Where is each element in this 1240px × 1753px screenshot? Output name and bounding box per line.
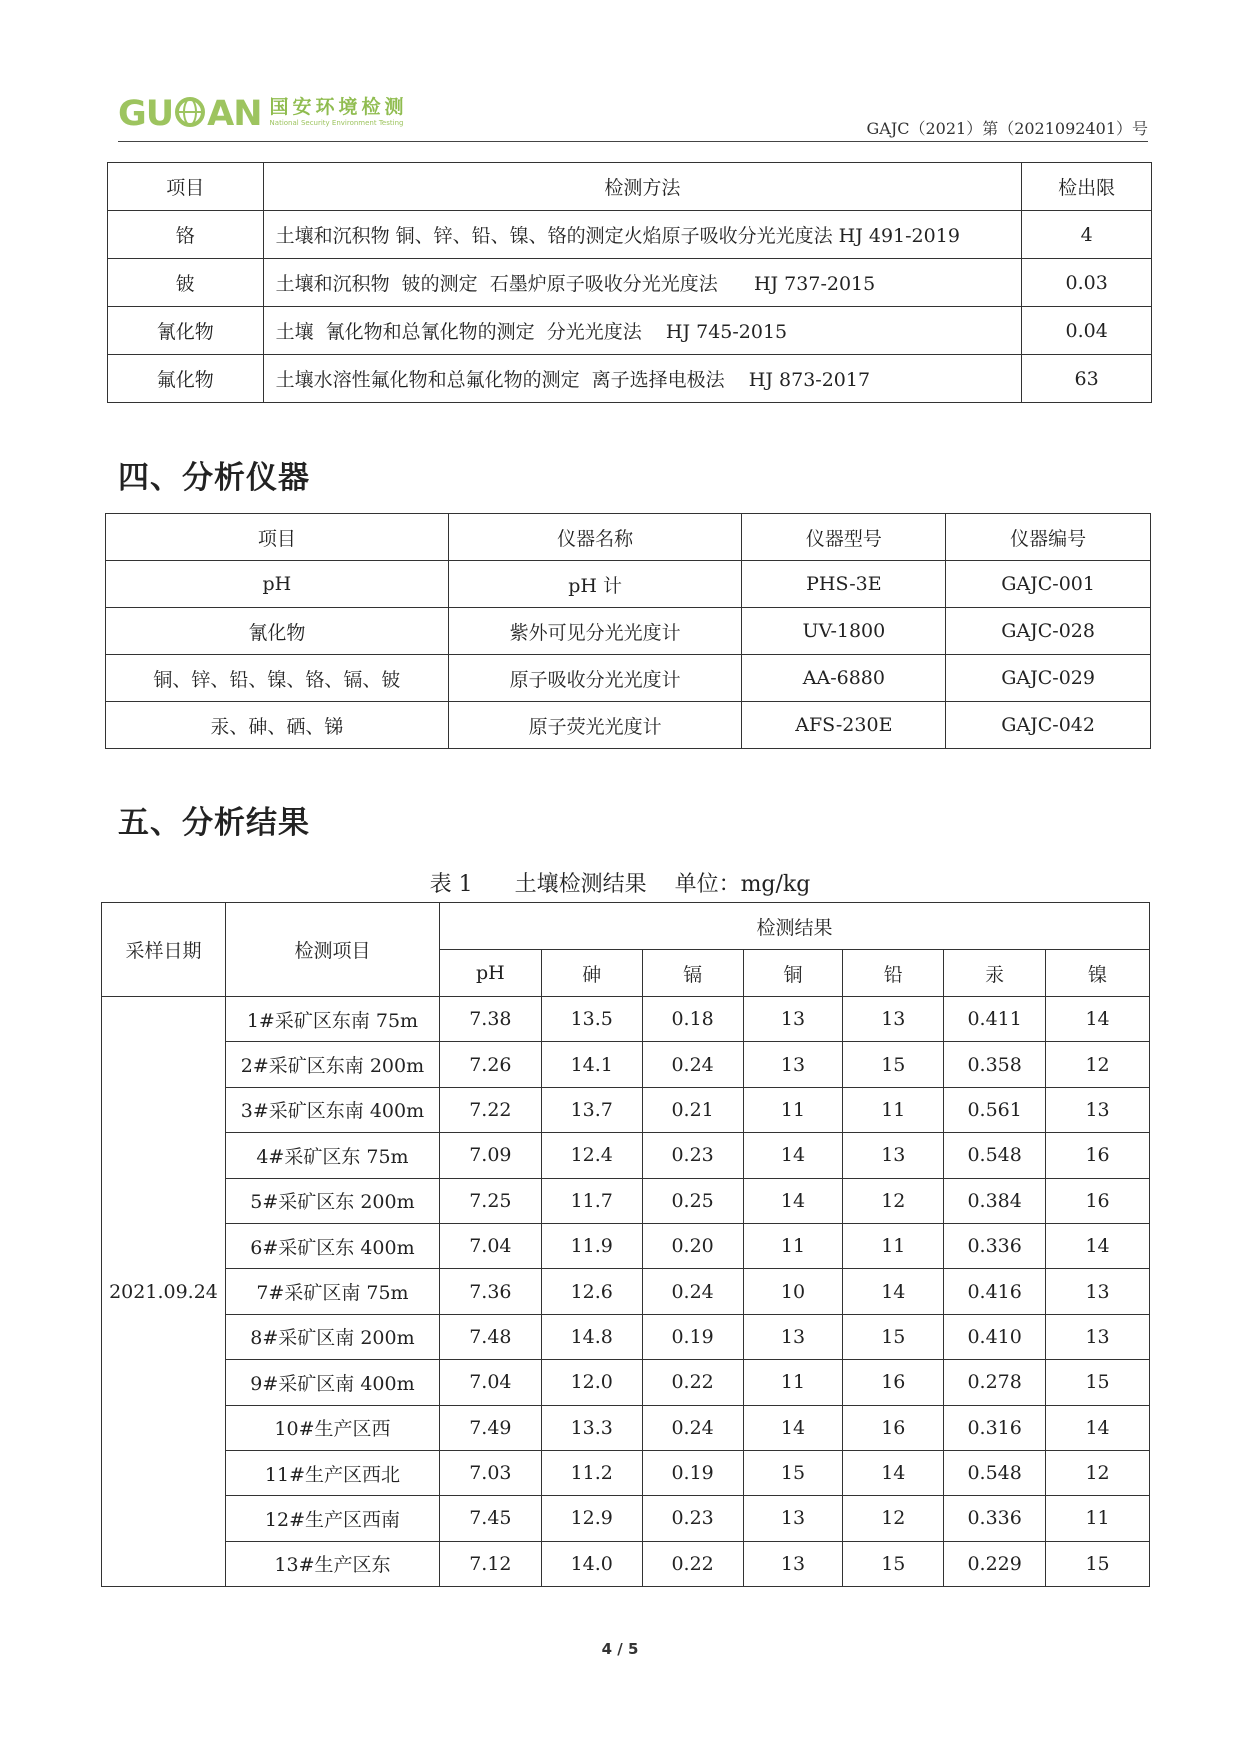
instrument-name-cell: 紫外可见分光光度计: [448, 608, 742, 655]
value-cell: 14: [843, 1269, 944, 1314]
logo-text: [270, 96, 408, 128]
model-cell: UV-1800: [742, 608, 946, 655]
value-cell: 0.23: [642, 1496, 743, 1541]
param-header: 汞: [944, 950, 1046, 997]
logo-mark: [118, 96, 262, 132]
value-cell: 12.0: [541, 1360, 642, 1405]
value-cell: 11: [1046, 1496, 1150, 1541]
value-cell: 0.548: [944, 1133, 1046, 1178]
value-cell: 11: [743, 1223, 843, 1268]
param-header: pH: [439, 950, 541, 997]
table-row: [102, 1496, 1150, 1541]
site-cell: 12#生产区西南: [225, 1496, 439, 1541]
value-cell: 7.36: [439, 1269, 541, 1314]
value-cell: 0.21: [642, 1087, 743, 1132]
value-cell: 0.561: [944, 1087, 1046, 1132]
value-cell: 13: [743, 1541, 843, 1586]
table-row: [102, 1087, 1150, 1132]
logo-chinese-name: 国安环境检测: [269, 96, 408, 118]
value-cell: 14: [1046, 1405, 1150, 1450]
value-cell: 7.45: [439, 1496, 541, 1541]
header-divider: [118, 141, 1148, 142]
site-cell: 5#采矿区东 200m: [225, 1178, 439, 1223]
item-header: 检测项目: [225, 903, 439, 997]
item-cell: 铜、锌、铅、镍、铬、镉、铍: [106, 655, 449, 702]
value-cell: 16: [843, 1360, 944, 1405]
results-table: [101, 902, 1150, 1587]
value-cell: 11.7: [541, 1178, 642, 1223]
page-header: [118, 96, 1148, 146]
site-cell: 7#采矿区南 75m: [225, 1269, 439, 1314]
table-row: [106, 608, 1151, 655]
table-row: [108, 211, 1152, 259]
value-cell: 10: [743, 1269, 843, 1314]
value-cell: 12: [1046, 1450, 1150, 1495]
table-row: [106, 702, 1151, 749]
value-cell: 11: [843, 1087, 944, 1132]
table-row: [102, 1223, 1150, 1268]
instrument-name-cell: 原子吸收分光光度计: [448, 655, 742, 702]
value-cell: 7.04: [439, 1360, 541, 1405]
table-header-row: [108, 163, 1152, 211]
value-cell: 12: [843, 1496, 944, 1541]
results-body: [102, 997, 1150, 1587]
section-heading-results: 五、分析结果: [118, 805, 310, 841]
table-row: [102, 1360, 1150, 1405]
value-cell: 15: [843, 1042, 944, 1087]
table-row: [108, 259, 1152, 307]
value-cell: 11.2: [541, 1450, 642, 1495]
logo-english-name: National Security Environment Testing: [269, 119, 404, 127]
table-row: [102, 1405, 1150, 1450]
logo-letter: G: [118, 94, 146, 134]
value-cell: 7.49: [439, 1405, 541, 1450]
code-cell: GAJC-001: [946, 561, 1151, 608]
value-cell: 7.09: [439, 1133, 541, 1178]
results-header: 检测结果: [439, 903, 1149, 950]
value-cell: 14.1: [541, 1042, 642, 1087]
item-cell: 氰化物: [108, 307, 264, 355]
code-cell: GAJC-042: [946, 702, 1151, 749]
header-cell: 仪器型号: [742, 514, 946, 561]
value-cell: 7.04: [439, 1223, 541, 1268]
item-cell: 汞、砷、硒、锑: [106, 702, 449, 749]
value-cell: 0.410: [944, 1314, 1046, 1359]
value-cell: 0.19: [642, 1314, 743, 1359]
header-cell: 检出限: [1022, 163, 1152, 211]
value-cell: 14: [1046, 1223, 1150, 1268]
item-cell: pH: [106, 561, 449, 608]
table-header-row: [106, 514, 1151, 561]
table-row: [102, 1314, 1150, 1359]
value-cell: 7.12: [439, 1541, 541, 1586]
table-row: [106, 655, 1151, 702]
value-cell: 14: [743, 1133, 843, 1178]
value-cell: 14.0: [541, 1541, 642, 1586]
value-cell: 13: [843, 997, 944, 1042]
value-cell: 0.22: [642, 1360, 743, 1405]
value-cell: 13.7: [541, 1087, 642, 1132]
method-cell: 土壤水溶性氟化物和总氟化物的测定 离子选择电极法 HJ 873-2017: [263, 355, 1022, 403]
value-cell: 16: [1046, 1178, 1150, 1223]
value-cell: 16: [843, 1405, 944, 1450]
header-cell: 检测方法: [263, 163, 1022, 211]
instrument-name-cell: pH 计: [448, 561, 742, 608]
value-cell: 0.23: [642, 1133, 743, 1178]
table-header-row: [102, 903, 1150, 950]
page-number: 4 / 5: [601, 1640, 639, 1658]
value-cell: 13: [743, 997, 843, 1042]
value-cell: 14: [843, 1450, 944, 1495]
code-cell: GAJC-028: [946, 608, 1151, 655]
methods-table: [107, 162, 1152, 403]
value-cell: 11: [743, 1360, 843, 1405]
site-cell: 3#采矿区东南 400m: [225, 1087, 439, 1132]
value-cell: 12: [843, 1178, 944, 1223]
item-cell: 铍: [108, 259, 264, 307]
value-cell: 13: [1046, 1269, 1150, 1314]
method-cell: 土壤 氰化物和总氰化物的测定 分光光度法 HJ 745-2015: [263, 307, 1022, 355]
site-cell: 9#采矿区南 400m: [225, 1360, 439, 1405]
method-cell: 土壤和沉积物 铍的测定 石墨炉原子吸收分光光度法 HJ 737-2015: [263, 259, 1022, 307]
value-cell: 13.5: [541, 997, 642, 1042]
site-cell: 6#采矿区东 400m: [225, 1223, 439, 1268]
value-cell: 13: [743, 1314, 843, 1359]
value-cell: 15: [1046, 1541, 1150, 1586]
param-header: 镍: [1046, 950, 1150, 997]
table-row: [108, 307, 1152, 355]
value-cell: 7.38: [439, 997, 541, 1042]
value-cell: 14: [1046, 997, 1150, 1042]
value-cell: 0.411: [944, 997, 1046, 1042]
site-cell: 11#生产区西北: [225, 1450, 439, 1495]
value-cell: 14: [743, 1405, 843, 1450]
value-cell: 0.336: [944, 1223, 1046, 1268]
value-cell: 7.22: [439, 1087, 541, 1132]
value-cell: 14.8: [541, 1314, 642, 1359]
value-cell: 0.20: [642, 1223, 743, 1268]
table-row: [102, 1269, 1150, 1314]
value-cell: 0.358: [944, 1042, 1046, 1087]
value-cell: 0.278: [944, 1360, 1046, 1405]
param-header: 铜: [743, 950, 843, 997]
value-cell: 13.3: [541, 1405, 642, 1450]
value-cell: 0.18: [642, 997, 743, 1042]
param-header: 铅: [843, 950, 944, 997]
limit-cell: 0.03: [1022, 259, 1152, 307]
code-cell: GAJC-029: [946, 655, 1151, 702]
param-header: 镉: [642, 950, 743, 997]
value-cell: 0.24: [642, 1269, 743, 1314]
table-row: [102, 1178, 1150, 1223]
value-cell: 7.03: [439, 1450, 541, 1495]
instruments-table: [105, 513, 1151, 749]
value-cell: 13: [843, 1133, 944, 1178]
site-cell: 2#采矿区东南 200m: [225, 1042, 439, 1087]
value-cell: 16: [1046, 1133, 1150, 1178]
value-cell: 12.6: [541, 1269, 642, 1314]
header-cell: 项目: [106, 514, 449, 561]
value-cell: 12.9: [541, 1496, 642, 1541]
value-cell: 15: [743, 1450, 843, 1495]
item-cell: 氰化物: [106, 608, 449, 655]
header-cell: 仪器编号: [946, 514, 1151, 561]
value-cell: 12: [1046, 1042, 1150, 1087]
value-cell: 15: [843, 1541, 944, 1586]
value-cell: 15: [843, 1314, 944, 1359]
value-cell: 14: [743, 1178, 843, 1223]
value-cell: 7.25: [439, 1178, 541, 1223]
value-cell: 0.548: [944, 1450, 1046, 1495]
value-cell: 7.26: [439, 1042, 541, 1087]
site-cell: 8#采矿区南 200m: [225, 1314, 439, 1359]
model-cell: AA-6880: [742, 655, 946, 702]
site-cell: 1#采矿区东南 75m: [225, 997, 439, 1042]
param-header: 砷: [541, 950, 642, 997]
value-cell: 13: [1046, 1087, 1150, 1132]
value-cell: 0.19: [642, 1450, 743, 1495]
table-row: [102, 1450, 1150, 1495]
table-caption: 表 1 土壤检测结果 单位：mg/kg: [429, 872, 811, 897]
value-cell: 0.416: [944, 1269, 1046, 1314]
method-cell: 土壤和沉积物 铜、锌、铅、镍、铬的测定火焰原子吸收分光光度法 HJ 491-2019: [263, 211, 1022, 259]
value-cell: 0.229: [944, 1541, 1046, 1586]
value-cell: 0.336: [944, 1496, 1046, 1541]
value-cell: 0.24: [642, 1042, 743, 1087]
section-heading-instruments: 四、分析仪器: [118, 460, 310, 496]
limit-cell: 63: [1022, 355, 1152, 403]
value-cell: 0.25: [642, 1178, 743, 1223]
value-cell: 0.316: [944, 1405, 1046, 1450]
table-row: [102, 997, 1150, 1042]
logo-letter: A: [207, 94, 234, 134]
value-cell: 0.24: [642, 1405, 743, 1450]
table-row: [102, 1541, 1150, 1586]
site-cell: 10#生产区西: [225, 1405, 439, 1450]
limit-cell: 4: [1022, 211, 1152, 259]
value-cell: 12.4: [541, 1133, 642, 1178]
site-cell: 13#生产区东: [225, 1541, 439, 1586]
document-number: GAJC（2021）第（2021092401）号: [866, 119, 1148, 138]
value-cell: 11.9: [541, 1223, 642, 1268]
value-cell: 11: [843, 1223, 944, 1268]
model-cell: AFS-230E: [742, 702, 946, 749]
table-row: [102, 1042, 1150, 1087]
item-cell: 铬: [108, 211, 264, 259]
instrument-name-cell: 原子荧光光度计: [448, 702, 742, 749]
globe-icon: [175, 97, 205, 131]
value-cell: 13: [743, 1042, 843, 1087]
value-cell: 13: [1046, 1314, 1150, 1359]
item-cell: 氟化物: [108, 355, 264, 403]
limit-cell: 0.04: [1022, 307, 1152, 355]
value-cell: 0.22: [642, 1541, 743, 1586]
date-header: 采样日期: [102, 903, 226, 997]
value-cell: 0.384: [944, 1178, 1046, 1223]
header-cell: 项目: [108, 163, 264, 211]
model-cell: PHS-3E: [742, 561, 946, 608]
logo-letter: U: [145, 94, 174, 134]
value-cell: 13: [743, 1496, 843, 1541]
table-row: [102, 1133, 1150, 1178]
table-row: [106, 561, 1151, 608]
value-cell: 7.48: [439, 1314, 541, 1359]
logo-letter: N: [233, 94, 262, 134]
header-cell: 仪器名称: [448, 514, 742, 561]
sampling-date-cell: 2021.09.24: [102, 997, 226, 1587]
value-cell: 15: [1046, 1360, 1150, 1405]
company-logo: [118, 96, 408, 136]
table-row: [108, 355, 1152, 403]
site-cell: 4#采矿区东 75m: [225, 1133, 439, 1178]
value-cell: 11: [743, 1087, 843, 1132]
